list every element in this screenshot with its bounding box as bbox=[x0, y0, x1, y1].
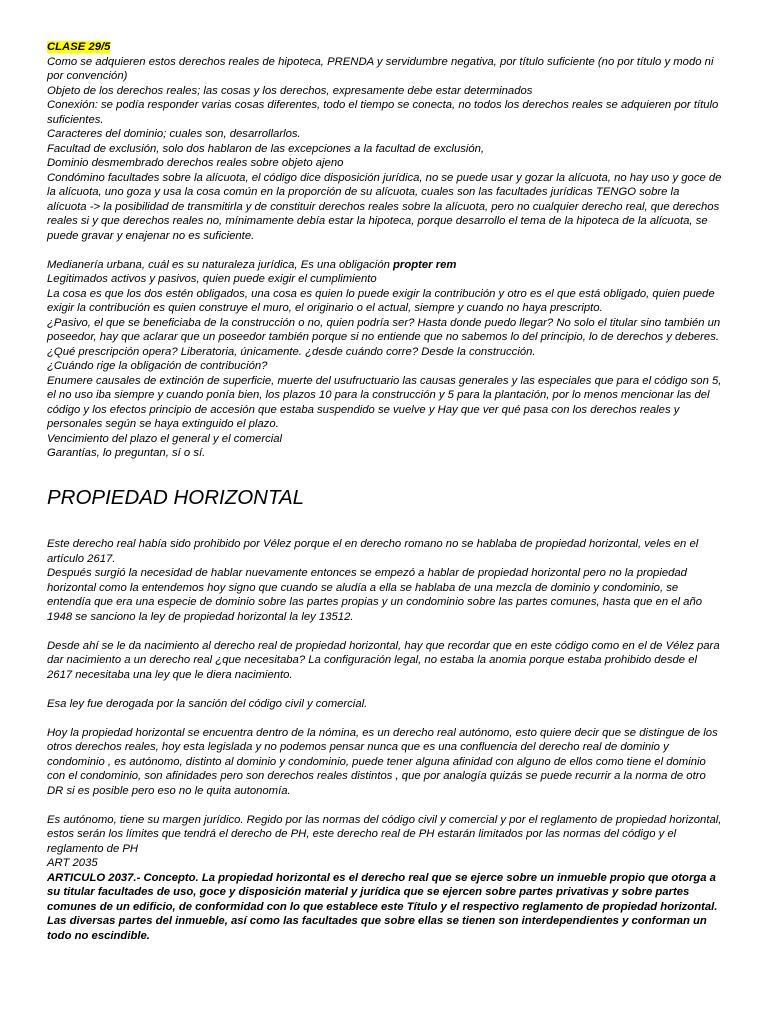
paragraph: Dominio desmembrado derechos reales sobre objeto ajeno bbox=[47, 157, 344, 169]
paragraph: Vencimiento del plazo el general y el comercial bbox=[47, 432, 283, 445]
paragraph: ¿Qué prescripción opera? Liberatoria, únicamente. ¿desde cuándo corre? Desde la construcción. bbox=[47, 345, 536, 358]
article-reference: ART 2035 bbox=[47, 857, 98, 869]
spacer bbox=[47, 711, 722, 726]
paragraph: Después surgió la necesidad de hablar nuevamente entonces se empezó a hablar de propiedad horizontal pero no la propiedad horizontal como la entendemos hoy signo que cuando se aludía a ella se hablaba de una mezcla de dominio y condominio, se entendía que era una especie de dominio sobre las partes propias y un condominio sobre las partes comunes, hasta que en el año 1948 se sanciono la ley de propiedad horizontal la ley 13512. bbox=[47, 567, 703, 623]
paragraph: Esa ley fue derogada por la sanción del código civil y comercial. bbox=[47, 697, 368, 710]
paragraph: Enumere causales de extinción de superficie, muerte del usufructuario las causas generales y las especiales que para el código son 5, el no uso iba siempre y cuando ponía bien, los plazos 10 para la construcción y 5 para la plantación, por lo menos mencionar las del código y los efectos principio de accesión que estaba suspendido se vuelve y Hay que ver qué pasa con los derechos reales y personales según se haya extinguido el plazo. bbox=[47, 374, 722, 430]
paragraph: ¿Pasivo, el que se beneficiaba de la construcción o no, quien podría ser? Hasta donde puedo llegar? No solo el titular sino también un poseedor, hay que aclarar que un poseedor también porque si no entiende que no sabemos lo del principio, lo de derechos y deberes. bbox=[47, 316, 721, 343]
paragraph: ¿Cuándo rige la obligación de contribución? bbox=[47, 360, 268, 372]
paragraph: Garantías, lo preguntan, sí o sí. bbox=[47, 447, 206, 459]
spacer bbox=[47, 624, 722, 639]
spacer bbox=[47, 682, 722, 697]
paragraph: Desde ahí se le da nacimiento al derecho real de propiedad horizontal, hay que recordar que en este código como en el de Vélez para dar nacimiento a un derecho real ¿que necesitaba? La configuración legal, no estaba la anomia porque estaba prohibido desde el 2617 necesitaba una ley que le diera nacimiento. bbox=[47, 639, 720, 681]
paragraph: Facultad de exclusión, solo dos hablaron de las excepciones a la facultad de exclusión, bbox=[47, 142, 485, 155]
paragraph: Caracteres del dominio; cuales son, desarrollarlos. bbox=[47, 128, 301, 140]
spacer bbox=[47, 461, 722, 476]
paragraph: La cosa es que los dos estén obligados, una cosa es quien lo puede exigir la contribución y otro es el que está obligado, quien puede exigir la contribución es quien construye el muro, el originario o el actual, siempre y cuando no haya prescripto. bbox=[47, 287, 715, 314]
medianeria-bold: propter rem bbox=[393, 258, 457, 271]
paragraph: Hoy la propiedad horizontal se encuentra dentro de la nómina, es un derecho real autónomo, esto quiere decir que se distingue de los otros derechos reales, hoy esta legislada y no podemos pensar nunca que es una confluencia del derecho real de dominio y condominio , es autónomo, distinto al dominio y condominio, puede tener alguna afinidad con alguno de ellos como tiene el dominio con el condominio, son afinidades pero son derechos reales distintos , que por analogía quizás se puede recurrir a la norma de otro DR si es posible pero eso no le quita autonomía. bbox=[47, 726, 718, 797]
paragraph: Es autónomo, tiene su margen jurídico. Regido por las normas del código civil y comercial y por el reglamento de propiedad horizontal, estos serán los límites que tendrá el derecho de PH, este derecho real de PH estarán limitados por las normas del código y el reglamento de PH bbox=[47, 813, 722, 855]
spacer bbox=[47, 511, 722, 537]
medianeria-paragraph bbox=[47, 258, 722, 273]
spacer bbox=[47, 798, 722, 813]
medianeria-text: Medianería urbana, cuál es su naturaleza jurídica, Es una obligación bbox=[47, 258, 394, 271]
clase-label: CLASE 29/5 bbox=[47, 41, 111, 53]
paragraph: Legitimados activos y pasivos, quien puede exigir el cumplimiento bbox=[47, 273, 377, 285]
clase-heading bbox=[47, 40, 722, 55]
paragraph: Conexión: se podía responder varias cosas diferentes, todo el tiempo se conecta, no todos los derechos reales se adquieren por título suficientes. bbox=[47, 99, 719, 126]
paragraph: Como se adquieren estos derechos reales de hipoteca, PRENDA y servidumbre negativa, por título suficiente (no por título y modo ni por convención) bbox=[47, 55, 714, 82]
spacer bbox=[47, 243, 722, 258]
article-text: ARTICULO 2037.- Concepto. La propiedad horizontal es el derecho real que se ejerce sobre un inmueble propio que otorga a su titular facultades de uso, goce y disposición material y jurídica que se ejercen sobre partes privativas y sobre partes comunes de un edificio, de conformidad con lo que establece este Título y el respectivo reglamento de propiedad horizontal. Las diversas partes del inmueble, así como las facultades que sobre ellas se tienen son interdependientes y conforman un todo no escindible. bbox=[47, 871, 718, 942]
paragraph: Este derecho real había sido prohibido por Vélez porque el en derecho romano no se hablaba de propiedad horizontal, veles en el artículo 2617. bbox=[47, 538, 699, 565]
paragraph: Objeto de los derechos reales; las cosas y los derechos, expresamente debe estar determinados bbox=[47, 84, 533, 97]
section-heading: PROPIEDAD HORIZONTAL bbox=[47, 486, 305, 509]
paragraph: Condómino facultades sobre la alícuota, el código dice disposición jurídica, no se puede usar y gozar la alícuota, no hay uso y goce de la alícuota, uno goza y usa la cosa común en la proporción de su alícuota, cuales son las facultades jurídicas TENGO sobre la alícuota -> la posibilidad de transmitirla y de constituir derechos reales sobre la alícuota, pero no cualquier derecho real, que derechos reales si y que derechos reales no, mínimamente debía estar la hipoteca, porque desarrollo el tema de la hipoteca de la alícuota, se puede gravar y enajenar no es suficiente. bbox=[47, 171, 722, 242]
